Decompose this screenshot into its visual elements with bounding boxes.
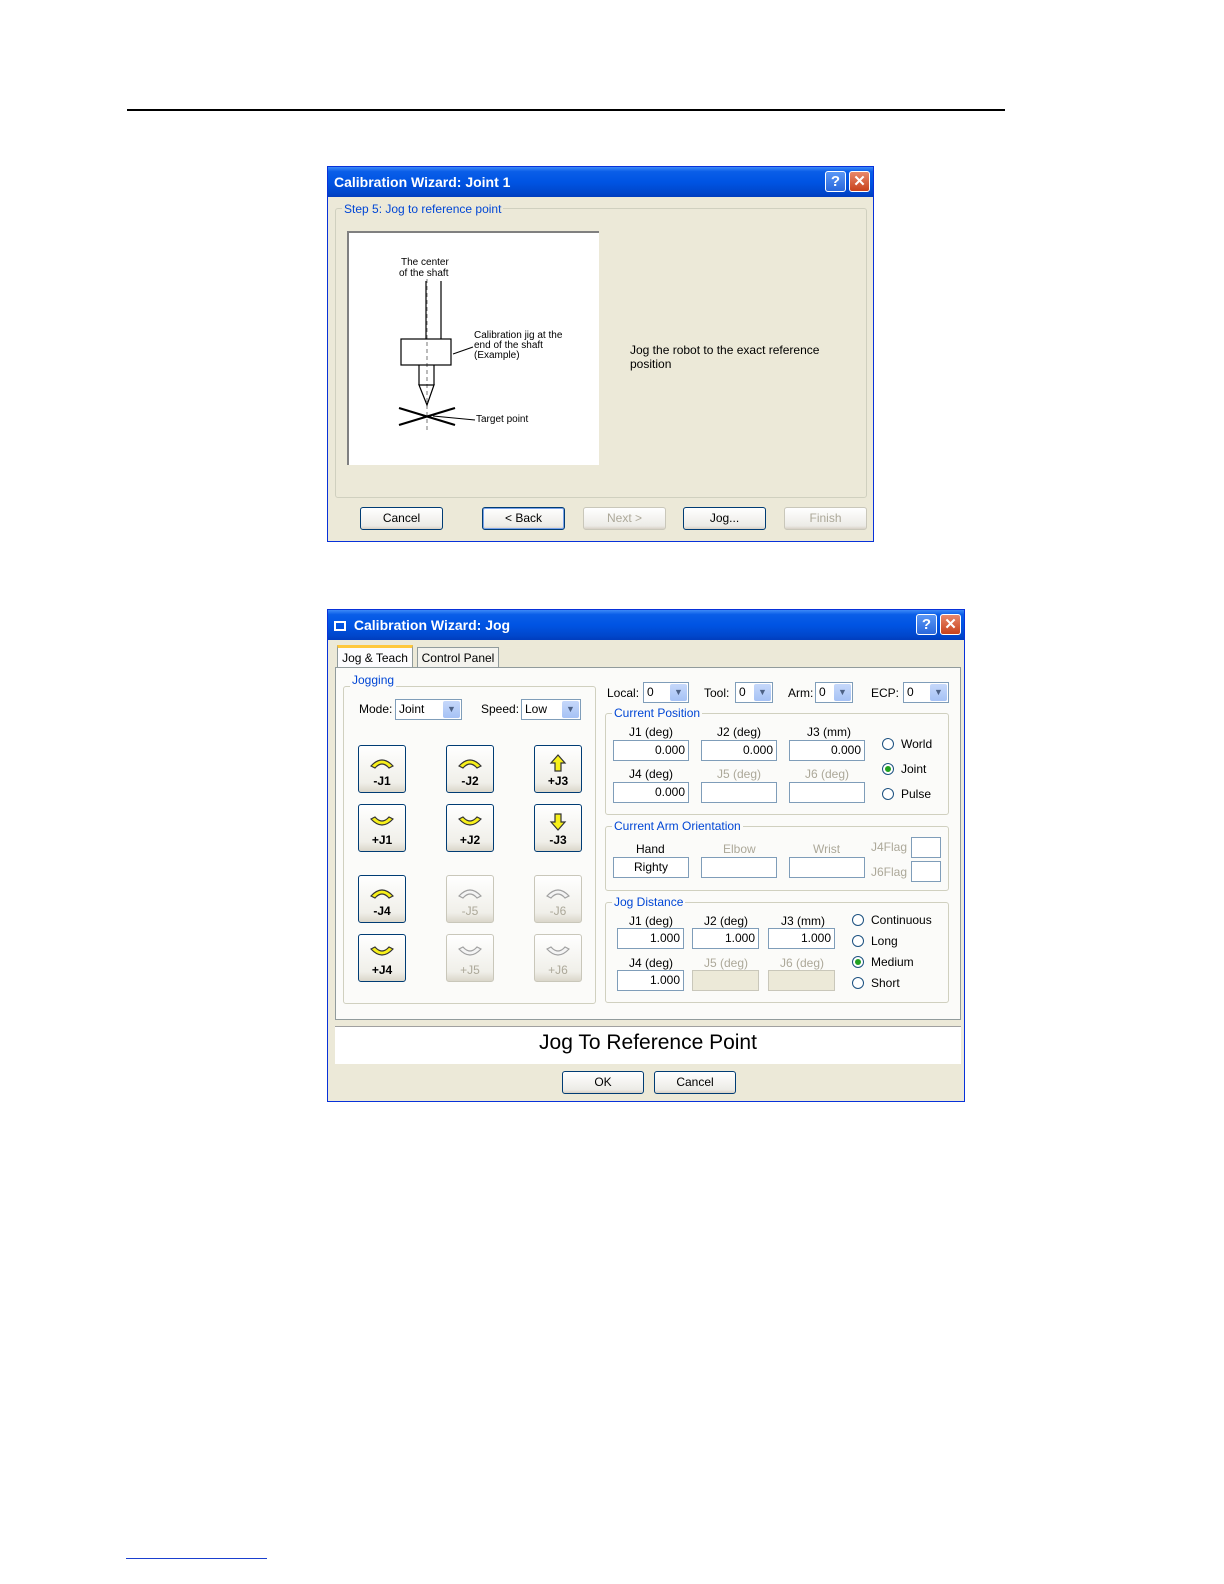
cancel-button[interactable]: Cancel — [360, 507, 443, 530]
jd-j2-header: J2 (deg) — [704, 914, 749, 928]
joint-radio[interactable] — [882, 763, 894, 775]
mode-label: Mode: — [359, 702, 393, 716]
jog-plus-j4-button[interactable] — [358, 934, 406, 982]
wrist-label: Wrist — [813, 842, 841, 856]
jd-j5-header: J5 (deg) — [704, 956, 749, 970]
jog-label: -J1 — [373, 774, 391, 788]
cp-j4-value: 0.000 — [613, 782, 689, 803]
jog-plus-j2-button[interactable] — [446, 804, 494, 852]
jog-plus-j6-button[interactable] — [534, 934, 582, 982]
elbow-label: Elbow — [723, 842, 756, 856]
jd-j3-header: J3 (mm) — [781, 914, 825, 928]
hand-value: Righty — [613, 857, 689, 878]
cancel-button[interactable]: Cancel — [654, 1071, 736, 1094]
world-radio[interactable] — [882, 738, 894, 750]
rotate-left-icon — [369, 884, 395, 902]
status-text: Jog To Reference Point — [539, 1031, 757, 1054]
jd-j1-header: J1 (deg) — [629, 914, 674, 928]
local-label: Local: — [607, 686, 640, 700]
j4flag-value — [911, 837, 941, 858]
jog-label: +J4 — [371, 963, 393, 977]
speed-select[interactable] — [521, 699, 581, 720]
jog-label: +J3 — [547, 774, 569, 788]
mode-select[interactable] — [395, 699, 462, 720]
chevron-down-icon: ▼ — [670, 684, 687, 701]
long-radio-label[interactable]: Long — [871, 934, 898, 948]
jog-minus-j2-button[interactable] — [446, 745, 494, 793]
jd-j4-header: J4 (deg) — [629, 956, 674, 970]
jog-button[interactable]: Jog... — [683, 507, 766, 530]
j6flag-value — [911, 861, 941, 882]
reference-figure — [347, 231, 599, 465]
short-radio-label[interactable]: Short — [871, 976, 900, 990]
tab-jog-teach[interactable]: Jog & Teach — [337, 645, 413, 668]
wrist-value — [789, 857, 865, 878]
jd-j6-input[interactable] — [768, 970, 835, 991]
dialog-title: Calibration Wizard: Jog — [353, 617, 511, 633]
cp-j4-header: J4 (deg) — [629, 767, 674, 781]
current-position-label: Current Position — [614, 706, 701, 720]
jog-distance-label: Jog Distance — [614, 895, 684, 909]
rotate-right-icon — [369, 943, 395, 961]
arm-label: Arm: — [788, 686, 814, 700]
jog-minus-j4-button[interactable] — [358, 875, 406, 923]
cp-j5-header: J5 (deg) — [717, 767, 762, 781]
jig-label: Calibration jig at the — [474, 330, 563, 341]
medium-radio[interactable] — [852, 956, 864, 968]
cp-j3-value: 0.000 — [789, 740, 865, 761]
joint-radio-label[interactable]: Joint — [901, 762, 927, 776]
rotate-left-icon — [457, 754, 483, 772]
jog-label: +J2 — [459, 833, 481, 847]
ecp-select[interactable] — [903, 682, 949, 703]
cp-j6-header: J6 (deg) — [805, 767, 850, 781]
rotate-left-icon — [369, 754, 395, 772]
close-button[interactable]: ✕ — [849, 171, 870, 192]
calibration-joint-dialog — [327, 166, 874, 542]
rotate-right-icon — [457, 813, 483, 831]
ok-button[interactable]: OK — [562, 1071, 644, 1094]
jd-j2-input[interactable]: 1.000 — [692, 928, 759, 949]
jd-j6-header: J6 (deg) — [780, 956, 825, 970]
short-radio[interactable] — [852, 977, 864, 989]
arrow-down-icon — [545, 813, 571, 831]
jog-label: +J5 — [460, 963, 480, 977]
calibration-jog-dialog — [327, 609, 965, 1102]
pulse-radio[interactable] — [882, 788, 894, 800]
jd-j1-input[interactable]: 1.000 — [617, 928, 684, 949]
shaft-center-label: The center — [401, 257, 449, 268]
close-button[interactable]: ✕ — [940, 614, 961, 635]
jog-label: +J6 — [548, 963, 568, 977]
rotate-right-icon — [369, 813, 395, 831]
jog-minus-j6-button[interactable] — [534, 875, 582, 923]
tool-value: 0 — [739, 685, 746, 699]
jog-minus-j3-button[interactable] — [534, 804, 582, 852]
jd-j4-input[interactable]: 1.000 — [617, 970, 684, 991]
jog-label: -J6 — [549, 904, 567, 918]
cp-j1-value: 0.000 — [613, 740, 689, 761]
target-point-label: Target point — [476, 414, 529, 425]
ecp-label: ECP: — [871, 686, 900, 700]
ecp-value: 0 — [907, 685, 914, 699]
rotate-left-icon — [545, 884, 571, 902]
jog-minus-j1-button[interactable] — [358, 745, 406, 793]
chevron-down-icon: ▼ — [930, 684, 947, 701]
world-radio-label[interactable]: World — [901, 737, 933, 751]
chevron-down-icon: ▼ — [443, 701, 460, 718]
rotate-right-icon — [457, 943, 483, 961]
rotate-left-icon — [457, 884, 483, 902]
jog-label: -J5 — [461, 904, 479, 918]
jogging-label: Jogging — [352, 673, 395, 687]
jog-minus-j5-button[interactable] — [446, 875, 494, 923]
back-button[interactable]: < Back — [482, 507, 565, 530]
footnote-rule — [126, 1558, 267, 1559]
jog-label: -J4 — [373, 904, 391, 918]
finish-button[interactable]: Finish — [784, 507, 867, 530]
arm-value: 0 — [819, 685, 826, 699]
chevron-down-icon: ▼ — [754, 684, 771, 701]
cp-j5-value — [701, 782, 777, 803]
jig-label-2: end of the shaft — [474, 340, 543, 351]
jog-label: +J1 — [371, 833, 393, 847]
local-select[interactable] — [643, 682, 689, 703]
speed-value: Low — [525, 702, 548, 716]
tool-select[interactable] — [735, 682, 773, 703]
next-button[interactable]: Next > — [583, 507, 666, 530]
instruction-text: Jog the robot to the exact reference — [630, 343, 820, 357]
instruction-text-2: position — [630, 357, 672, 371]
elbow-value — [701, 857, 777, 878]
tab-control-panel[interactable]: Control Panel — [417, 647, 499, 669]
jog-label: -J3 — [549, 833, 567, 847]
help-button[interactable]: ? — [916, 614, 937, 635]
dialog-titlebar — [328, 610, 964, 640]
j6flag-label: J6Flag — [871, 865, 908, 879]
pulse-radio-label[interactable]: Pulse — [901, 787, 932, 801]
help-button[interactable]: ? — [825, 171, 846, 192]
step-label: Step 5: Jog to reference point — [344, 202, 502, 216]
cp-j1-header: J1 (deg) — [629, 725, 674, 739]
chevron-down-icon: ▼ — [834, 684, 851, 701]
shaft-center-label-2: of the shaft — [399, 268, 449, 279]
jd-j3-input[interactable]: 1.000 — [768, 928, 835, 949]
long-radio[interactable] — [852, 935, 864, 947]
jd-j5-input[interactable] — [692, 970, 759, 991]
window-icon — [334, 621, 346, 631]
hand-label: Hand — [636, 842, 665, 856]
cp-j6-value — [789, 782, 865, 803]
medium-radio-label[interactable]: Medium — [871, 955, 914, 969]
dialog-titlebar — [328, 167, 873, 197]
continuous-radio[interactable] — [852, 914, 864, 926]
page-top-rule — [127, 109, 1005, 111]
jog-label: -J2 — [461, 774, 479, 788]
speed-label: Speed: — [481, 702, 520, 716]
tool-label: Tool: — [704, 686, 730, 700]
j4flag-label: J4Flag — [871, 840, 908, 854]
dialog-title: Calibration Wizard: Joint 1 — [334, 174, 511, 190]
rotate-right-icon — [545, 943, 571, 961]
arrow-up-icon — [545, 754, 571, 772]
jig-label-3: (Example) — [474, 350, 520, 361]
mode-value: Joint — [399, 702, 425, 716]
chevron-down-icon: ▼ — [562, 701, 579, 718]
jog-plus-j1-button[interactable] — [358, 804, 406, 852]
continuous-radio-label[interactable]: Continuous — [871, 913, 932, 927]
arm-select[interactable] — [815, 682, 853, 703]
local-value: 0 — [647, 685, 654, 699]
jog-plus-j3-button[interactable] — [534, 745, 582, 793]
jog-plus-j5-button[interactable] — [446, 934, 494, 982]
cp-j3-header: J3 (mm) — [807, 725, 851, 739]
arm-orientation-label: Current Arm Orientation — [614, 819, 741, 833]
cp-j2-value: 0.000 — [701, 740, 777, 761]
cp-j2-header: J2 (deg) — [717, 725, 762, 739]
